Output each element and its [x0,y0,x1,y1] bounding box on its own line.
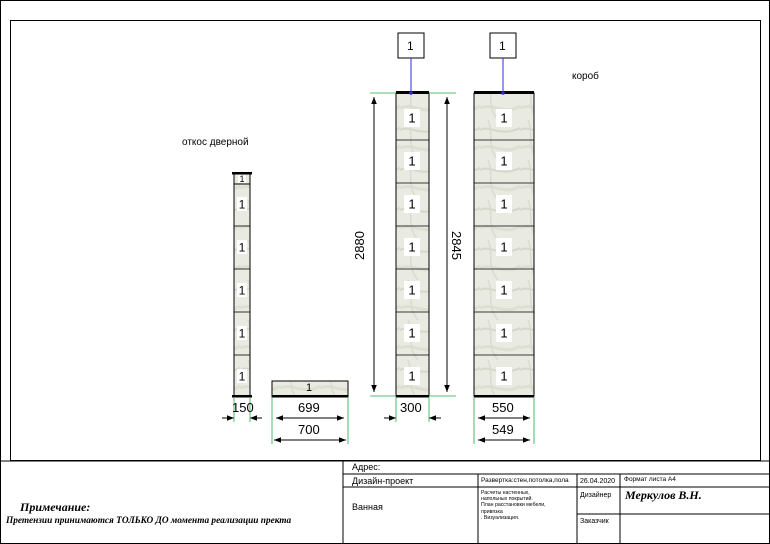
dim-2880: 2880 [351,231,367,260]
tile-mark: 1 [500,368,508,384]
designer-label: Дизайнер [580,492,612,499]
tile-mark: 1 [500,153,508,169]
tile-mark: 1 [238,240,246,255]
room-label: Ванная [352,502,383,512]
door-slope-label: откос дверной [182,137,249,148]
dim-700: 700 [298,422,320,437]
tile-mark: 1 [238,369,246,384]
sheet-date: 26.04.2020 [580,478,616,485]
tile-mark: 1 [408,153,416,169]
tile-mark: 1 [408,196,416,212]
designer-name: Меркулов В.Н. [625,488,702,502]
description-line: План расстановки мебели, [481,502,546,509]
tile-mark: 1 [500,110,508,126]
tile-mark: 1 [238,283,246,298]
dim-550: 550 [492,400,514,415]
description-line: привязка [481,508,503,515]
address-label: Адрес: [352,462,381,472]
box-label: короб [572,71,599,82]
tile-mark: 1 [500,239,508,255]
callout-b-mark: 1 [499,39,506,53]
floor-strip-mark: 1 [306,382,313,394]
tile-mark: 1 [500,282,508,298]
tile-mark: 1 [408,110,416,126]
tile-mark: 1 [238,326,246,341]
description-line: . Визуализация. [481,514,520,521]
dim-300: 300 [400,400,422,415]
project-label: Дизайн-проект [352,476,414,486]
note-heading: Примечание: [20,500,91,514]
tile-mark: 1 [500,196,508,212]
description-line: Расчеты настенных, [481,490,530,496]
dim-2845: 2845 [448,231,464,260]
dim-699: 699 [298,400,320,415]
drawing-frame [11,21,761,461]
sheet-title: Развертка:стен,потолка,пола [481,477,569,484]
dim-2880-lines [370,93,396,396]
tile-mark: 1 [408,239,416,255]
tile-mark: 1 [408,325,416,341]
customer-label: Заказчик [580,518,609,525]
outer-frame [1,1,770,544]
tile-mark: 1 [408,368,416,384]
dim-549: 549 [492,422,514,437]
tile-mark: 1 [500,325,508,341]
tile-mark: 1 [238,197,246,212]
callout-a-mark: 1 [407,39,414,53]
dim-150: 150 [232,400,254,415]
sheet-format: Формат листа А4 [624,476,676,483]
description-block [481,490,577,521]
tile-mark: 1 [239,174,245,185]
description-line: напольных покрытий. [481,496,533,503]
tile-mark: 1 [408,282,416,298]
note-text: Претензии принимаются ТОЛЬКО ДО момента реализации пректа [6,516,292,526]
